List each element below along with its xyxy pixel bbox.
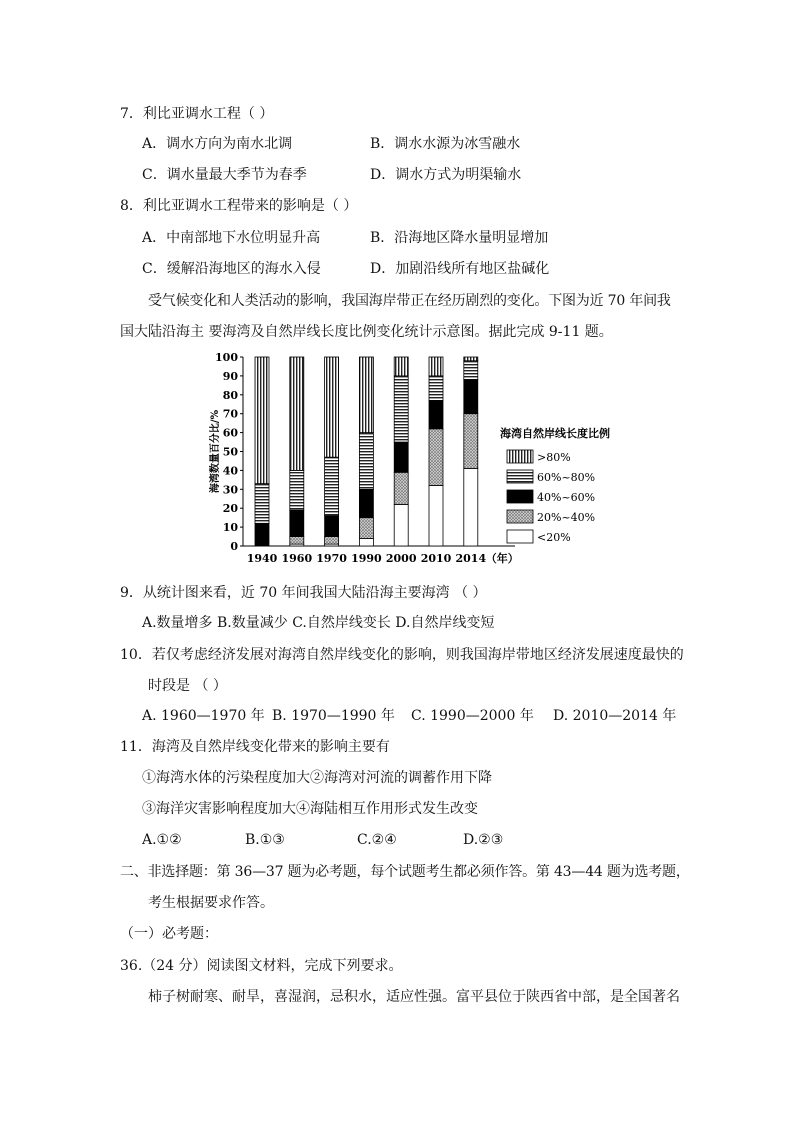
q11-statement-2: ③海洋灾害影响程度加大④海陆相互作用形式发生改变 [142,801,478,817]
x-axis-unit: （年） [485,552,519,565]
bar-segment-2000-2 [394,442,408,472]
bar-segment-2014-0 [464,469,478,546]
legend-swatch-4 [507,530,533,543]
legend-label-3: 20%~40% [537,511,596,524]
legend-label-2: 40%~60% [537,491,596,504]
y-tick-label: 50 [222,445,238,459]
intro-line-2: 国大陆沿海主 要海湾及自然岸线长度比例变化统计示意图。据此完成 9-11 题。 [120,324,613,340]
q36-paragraph: 柿子树耐寒、耐旱，喜湿润，忌积水，适应性强。富平县位于陕西省中部，是全国著名 [148,989,680,1005]
q11-statement-1: ①海湾水体的污染程度加大②海湾对河流的调蓄作用下降 [142,770,492,786]
bar-segment-1990-0 [359,538,373,546]
bar-segment-2014-4 [464,357,478,361]
bar-segment-1960-3 [290,470,304,510]
bar-segment-2000-1 [394,472,408,504]
legend-label-0: >80% [537,451,571,464]
bar-segment-1940-3 [255,484,269,524]
bar-segment-2014-3 [464,361,478,380]
q10-option-a: A. 1960—1970 年 [142,708,265,724]
part2-subheading: （一）必考题： [120,926,218,942]
bar-segment-2000-4 [394,357,408,376]
y-tick-label: 0 [230,540,238,553]
bar-segment-1970-4 [325,357,339,457]
q11-option-b: B.①③ [245,832,285,848]
q7-option-b: B．调水水源为冰雪融水 [370,136,521,152]
q11-stem: 11．海湾及自然岸线变化带来的影响主要有 [120,739,390,755]
q11-option-d: D.②③ [463,832,504,848]
legend-label-4: <20% [537,531,571,544]
q7-option-d: D．调水方式为明渠输水 [370,167,522,183]
y-tick-label: 20 [222,502,238,516]
bar-segment-2000-0 [394,504,408,546]
q10-option-c: C. 1990—2000 年 [411,708,534,724]
bar-segment-1990-4 [359,357,373,433]
bar-segment-2014-2 [464,380,478,414]
q8-option-b: B．沿海地区降水量明显增加 [370,230,549,246]
q8-stem: 8．利比亚调水工程带来的影响是（ ） [120,198,358,214]
bar-segment-2014-1 [464,414,478,469]
q10-stem-line-1: 10．若仅考虑经济发展对海湾自然岸线变化的影响，则我国海岸带地区经济发展速度最快的 [120,647,684,663]
x-tick-label-2000: 2000 [385,552,417,565]
q8-option-a: A．中南部地下水位明显升高 [142,230,321,246]
bar-segment-2010-2 [429,400,443,428]
bar-segment-1990-2 [359,489,373,517]
coastline-ratio-bar-chart [206,349,618,567]
legend-title: 海湾自然岸线长度比例 [500,427,610,440]
y-tick-label: 10 [222,521,238,535]
q9-options: A.数量增多 B.数量减少 C.自然岸线变长 D.自然岸线变短 [142,615,495,631]
y-tick-label: 40 [222,464,238,478]
q10-stem-line-2: 时段是 （ ） [148,678,227,694]
x-tick-label-2014: 2014 [455,552,487,565]
intro-line-1: 受气候变化和人类活动的影响，我国海岸带正在经历剧烈的变化。下图为近 70 年间我 [148,293,671,309]
legend-swatch-2 [507,490,533,503]
q36-stem: 36.（24 分）阅读图文材料，完成下列要求。 [120,958,403,974]
q11-option-c: C.②④ [357,832,397,848]
bar-segment-2000-3 [394,376,408,442]
x-tick-label-2010: 2010 [420,552,452,565]
bar-segment-1940-4 [255,357,269,484]
q11-option-a: A.①② [142,832,182,848]
bar-segment-2010-4 [429,357,443,376]
y-axis-title: 海湾数量百分比/% [210,409,221,494]
y-tick-label: 90 [222,369,238,383]
q7-option-c: C．调水量最大季节为春季 [142,167,307,183]
legend-label-1: 60%~80% [537,471,596,484]
x-tick-label-1990: 1990 [351,552,382,565]
q8-option-c: C．缓解沿海地区的海水入侵 [142,261,321,277]
y-tick-label: 80 [222,388,238,402]
legend-swatch-3 [507,510,533,523]
bar-segment-1990-3 [359,433,373,490]
q9-stem: 9．从统计图来看，近 70 年间我国大陆沿海主要海湾 （ ） [120,585,487,601]
q10-option-b: B. 1970—1990 年 [272,708,395,724]
bar-segment-1990-1 [359,518,373,539]
x-tick-label-1970: 1970 [316,552,347,565]
bar-segment-2010-0 [429,486,443,546]
q7-option-a: A．调水方向为南水北调 [142,136,293,152]
part2-heading-line-1: 二、非选择题：第 36—37 题为必考题，每个试题考生都必须作答。第 43—44 题为选考题， [120,864,690,880]
legend-swatch-0 [507,450,533,463]
x-tick-label-1960: 1960 [281,552,313,565]
y-tick-label: 100 [215,351,238,364]
y-tick-label: 30 [222,483,238,497]
bar-segment-1970-3 [325,457,339,516]
q7-stem: 7．利比亚调水工程（ ） [120,106,274,122]
bar-segment-1960-4 [290,357,304,470]
bar-segment-1960-2 [290,510,304,536]
bar-segment-2010-3 [429,376,443,401]
y-tick-label: 70 [222,407,238,421]
bar-segment-1970-1 [325,537,339,545]
legend-swatch-1 [507,470,533,483]
bar-segment-1970-2 [325,516,339,537]
y-tick-label: 60 [222,426,238,440]
q10-option-d: D. 2010—2014 年 [553,708,677,724]
bar-segment-1960-1 [290,537,304,545]
bar-segment-2010-1 [429,429,443,486]
part2-heading-line-2: 考生根据要求作答。 [148,895,274,911]
q8-option-d: D．加剧沿线所有地区盐碱化 [370,261,550,277]
bar-segment-1940-2 [255,523,269,546]
x-tick-label-1940: 1940 [246,552,278,565]
